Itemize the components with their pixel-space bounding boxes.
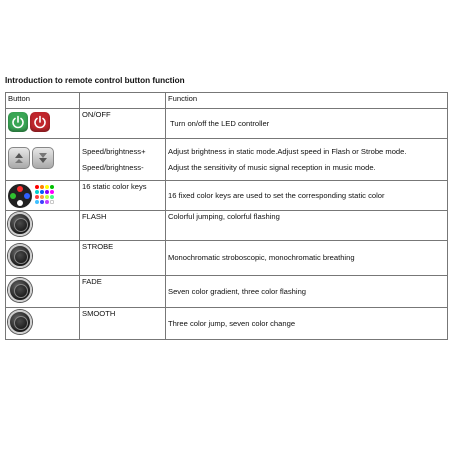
color-dot-11 [45,195,49,199]
speed-down-icon [32,147,54,169]
color-dot-15 [45,200,49,204]
button-image-cell [6,241,80,276]
button-image-cell [6,109,80,139]
button-function: 16 fixed color keys are used to set the corresponding static color [166,181,448,211]
strobe-button-icon [8,244,32,268]
button-name: 16 static color keys [80,181,166,211]
header-blank [80,93,166,109]
header-function: Function [166,93,448,109]
flash-button-icon [8,212,32,236]
button-name: ON/OFF [80,109,166,139]
button-function-table [5,92,448,340]
table-row [6,181,448,211]
color-dot-7 [45,190,49,194]
button-name: SMOOTH [80,308,166,340]
color-dot-12 [50,195,54,199]
table-row [6,109,448,139]
button-name: FLASH [80,211,166,241]
function-line-1: Adjust brightness in static mode.Adjust speed in Flash or Strobe mode. [168,146,407,156]
button-function [166,139,448,181]
color-dot-16 [50,200,54,204]
smooth-button-icon [8,310,32,334]
button-image-cell [6,308,80,340]
color-dot-8 [50,190,54,194]
color-dot-9 [35,195,39,199]
color-keys-grid-icon [35,185,54,204]
table-row [6,211,448,241]
speed-plus-label: Speed/brightness+ [82,146,146,156]
button-name: FADE [80,276,166,308]
color-dot-5 [35,190,39,194]
color-dot-1 [35,185,39,189]
button-image-cell [6,181,80,211]
color-pad-icon [8,184,32,208]
button-function: Turn on/off the LED controller [166,109,448,139]
color-dot-13 [35,200,39,204]
button-image-cell [6,211,80,241]
button-image-cell [6,276,80,308]
color-dot-14 [40,200,44,204]
table-row [6,139,448,181]
power-off-icon [30,112,50,132]
speed-minus-label: Speed/brightness- [82,162,144,172]
button-function: Monochromatic stroboscopic, monochromatic breathing [166,241,448,276]
page-title: Introduction to remote control button function [5,76,185,85]
button-name: STROBE [80,241,166,276]
fade-button-icon [8,278,32,302]
table-row [6,276,448,308]
color-dot-2 [40,185,44,189]
color-dot-10 [40,195,44,199]
color-dot-4 [50,185,54,189]
speed-up-icon [8,147,30,169]
table-row [6,308,448,340]
function-line-2: Adjust the sensitivity of music signal reception in music mode. [168,162,376,172]
header-button: Button [6,93,80,109]
color-dot-6 [40,190,44,194]
power-on-icon [8,112,28,132]
button-image-cell [6,139,80,181]
button-function: Three color jump, seven color change [166,308,448,340]
button-function: Colorful jumping, colorful flashing [166,211,448,241]
button-function: Seven color gradient, three color flashing [166,276,448,308]
button-name [80,139,166,181]
color-dot-3 [45,185,49,189]
table-header-row [6,93,448,109]
table-row [6,241,448,276]
